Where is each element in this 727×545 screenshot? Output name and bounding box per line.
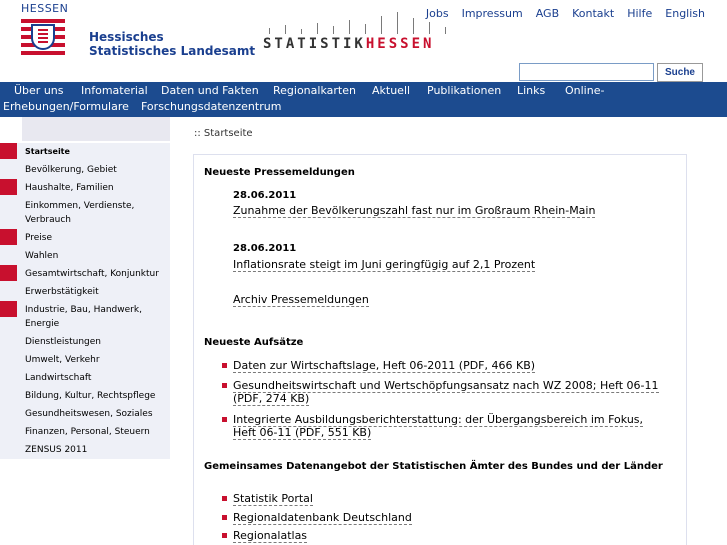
sidebar-item-label: ZENSUS 2011 bbox=[25, 445, 88, 455]
statistik-hessen-logo[interactable] bbox=[263, 36, 434, 52]
toplink-agb[interactable]: AGB bbox=[535, 7, 560, 20]
sidebar-item[interactable] bbox=[0, 351, 170, 369]
sidebar-item[interactable] bbox=[0, 229, 170, 247]
list-item bbox=[222, 413, 662, 439]
press-link[interactable]: Inflationsrate steigt im Juni geringfügig auf 2,1 Prozent bbox=[233, 258, 536, 271]
sidebar-item[interactable] bbox=[0, 423, 170, 441]
nav-publikationen[interactable]: Publikationen bbox=[427, 84, 502, 97]
sidebar-item-label: Bevölkerung, Gebiet bbox=[25, 165, 117, 175]
sidebar-item-label: Gesundheitswesen, Soziales bbox=[25, 409, 153, 419]
sidebar-item[interactable] bbox=[0, 179, 170, 197]
sidebar-item[interactable] bbox=[0, 283, 170, 301]
nav-erhebungen-formulare[interactable]: Erhebungen/Formulare bbox=[3, 100, 129, 113]
articles-section-title: Neueste Aufsätze bbox=[204, 337, 304, 348]
press-link[interactable]: Zunahme der Bevölkerungszahl fast nur im Großraum Rhein-Main bbox=[233, 204, 596, 217]
org-name-line1: Hessisches bbox=[89, 30, 164, 44]
toplink-kontakt[interactable]: Kontakt bbox=[572, 7, 615, 20]
toplink-hilfe[interactable]: Hilfe bbox=[627, 7, 653, 20]
logo-hessen-text: HESSEN bbox=[365, 36, 435, 52]
nav-daten-und-fakten[interactable]: Daten und Fakten bbox=[161, 84, 259, 97]
toplink-impressum[interactable]: Impressum bbox=[461, 7, 523, 20]
bullet-icon bbox=[222, 417, 227, 422]
nav-forschungsdatenzentrum[interactable]: Forschungsdatenzentrum bbox=[141, 100, 282, 113]
header bbox=[0, 0, 727, 82]
search-button[interactable]: Suche bbox=[657, 63, 703, 82]
article-link[interactable] bbox=[233, 413, 662, 439]
sidebar-item-label: Startseite bbox=[25, 147, 70, 156]
sidebar-item-label: Gesamtwirtschaft, Konjunktur bbox=[25, 269, 159, 279]
org-name-line2: Statistisches Landesamt bbox=[89, 44, 256, 58]
sidebar-item-label: Finanzen, Personal, Steuern bbox=[25, 427, 150, 437]
shared-data-section-title: Gemeinsames Datenangebot der Statistischen Ämter des Bundes und der Länder bbox=[204, 461, 663, 472]
bullet-icon bbox=[222, 496, 227, 501]
logo-statistik-text: STATISTIK bbox=[263, 36, 366, 52]
sidebar-item-label: Haushalte, Familien bbox=[25, 183, 114, 193]
press-date: 28.06.2011 bbox=[233, 243, 297, 254]
sidebar-item[interactable] bbox=[0, 369, 170, 387]
sidebar-item[interactable] bbox=[0, 161, 170, 179]
article-link[interactable] bbox=[233, 359, 662, 372]
shared-link[interactable] bbox=[233, 511, 662, 524]
sidebar-marker-icon bbox=[0, 143, 17, 159]
list-item bbox=[222, 511, 662, 524]
nav-links[interactable]: Links bbox=[517, 84, 546, 97]
bullet-icon bbox=[222, 383, 227, 388]
sidebar-marker-icon bbox=[0, 179, 17, 195]
nav-ueber-uns[interactable]: Über uns bbox=[14, 84, 64, 97]
sidebar-item[interactable] bbox=[0, 441, 170, 459]
press-section-title: Neueste Pressemeldungen bbox=[204, 167, 355, 178]
toplink-jobs[interactable]: Jobs bbox=[425, 7, 449, 20]
main-navigation bbox=[0, 82, 727, 117]
search-row bbox=[0, 62, 727, 82]
article-link-text: Integrierte Ausbildungsberichterstattung: der Übergangsbereich im Fokus, Heft 06-11 (PDF, 551 KB) bbox=[233, 413, 644, 439]
toplink-english[interactable]: English bbox=[665, 7, 705, 20]
list-item bbox=[222, 492, 662, 505]
sidebar-item[interactable] bbox=[0, 247, 170, 265]
sidebar-item-label: Industrie, Bau, Handwerk, Energie bbox=[25, 305, 142, 329]
sidebar-list bbox=[0, 143, 170, 459]
nav-aktuell[interactable]: Aktuell bbox=[372, 84, 411, 97]
sidebar-item[interactable] bbox=[0, 265, 170, 283]
article-link[interactable] bbox=[233, 379, 662, 405]
list-item bbox=[222, 529, 662, 542]
list-item bbox=[222, 379, 662, 405]
shared-link[interactable] bbox=[233, 529, 662, 542]
crest-icon bbox=[31, 24, 55, 50]
bullet-icon bbox=[222, 515, 227, 520]
top-links bbox=[426, 7, 705, 20]
sidebar-item[interactable] bbox=[0, 387, 170, 405]
shared-link-text: Regionalatlas bbox=[233, 529, 308, 542]
sidebar-item-label: Dienstleistungen bbox=[25, 337, 102, 347]
sidebar-item[interactable] bbox=[0, 333, 170, 351]
statistik-hessen-bars-icon bbox=[265, 12, 450, 34]
article-link-text: Gesundheitswirtschaft und Wertschöpfungsansatz nach WZ 2008; Heft 06-11 (PDF, 274 KB) bbox=[233, 379, 659, 405]
sidebar-item[interactable] bbox=[0, 143, 170, 161]
sidebar-marker-icon bbox=[0, 265, 17, 281]
sidebar-item[interactable] bbox=[0, 405, 170, 423]
sidebar-item-label: Erwerbstätigkeit bbox=[25, 287, 99, 297]
sidebar-item-label: Umwelt, Verkehr bbox=[25, 355, 100, 365]
sidebar-item-label: Einkommen, Verdienste, Verbrauch bbox=[25, 201, 135, 225]
sidebar-item-label: Preise bbox=[25, 233, 53, 243]
sidebar-header bbox=[22, 117, 170, 141]
sidebar-item-label: Bildung, Kultur, Rechtspflege bbox=[25, 391, 156, 401]
sidebar-item[interactable] bbox=[0, 197, 170, 229]
list-item bbox=[222, 359, 662, 372]
nav-infomaterial[interactable]: Infomaterial bbox=[81, 84, 148, 97]
article-link-text: Daten zur Wirtschaftslage, Heft 06-2011 (PDF, 466 KB) bbox=[233, 359, 536, 372]
press-date: 28.06.2011 bbox=[233, 190, 297, 201]
nav-regionalkarten[interactable]: Regionalkarten bbox=[273, 84, 356, 97]
press-archive-link[interactable]: Archiv Pressemeldungen bbox=[233, 293, 369, 306]
sidebar-marker-icon bbox=[0, 229, 17, 245]
sidebar-item[interactable] bbox=[0, 301, 170, 333]
breadcrumb: :: Startseite bbox=[194, 128, 253, 139]
sidebar-item-label: Landwirtschaft bbox=[25, 373, 92, 383]
sidebar-marker-icon bbox=[0, 301, 17, 317]
sidebar-item-label: Wahlen bbox=[25, 251, 59, 261]
brand-hessen-label: HESSEN bbox=[21, 2, 69, 15]
shared-link-text: Statistik Portal bbox=[233, 492, 313, 505]
bullet-icon bbox=[222, 533, 227, 538]
org-name[interactable] bbox=[89, 30, 255, 58]
shared-link-text: Regionaldatenbank Deutschland bbox=[233, 511, 412, 524]
bullet-icon bbox=[222, 363, 227, 368]
nav-online-erhebungen[interactable]: Online- bbox=[565, 84, 605, 97]
search-input[interactable] bbox=[519, 63, 654, 81]
shared-link[interactable] bbox=[233, 492, 662, 505]
